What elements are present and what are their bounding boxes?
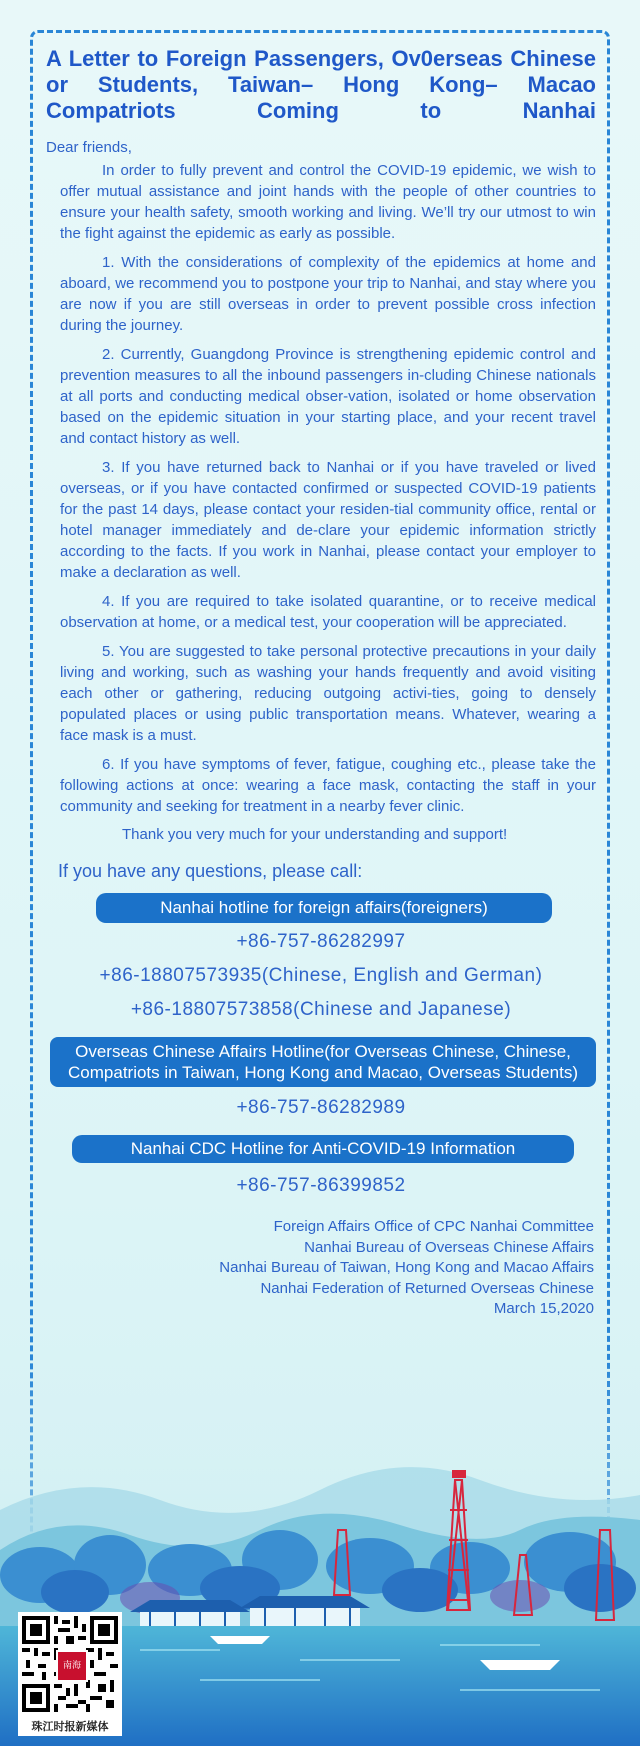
signature-line: Nanhai Bureau of Overseas Chinese Affairs bbox=[304, 1238, 594, 1256]
phone-number[interactable]: +86-18807573858(Chinese and Japanese) bbox=[130, 999, 512, 1020]
point-2-paragraph: 2. Currently, Guangdong Province is strengthening epidemic control and prevention measures to all the inbound passengers in-cluding Chinese nationals at all ports and conducting medical obser-vation, isolated or home observation based on the epidemic situation in your starting place, and your recent travel and contact history as well. bbox=[60, 346, 596, 447]
point-3-paragraph: 3. If you have returned back to Nanhai or if you have traveled or lived overseas, or if you have contacted confirmed or suspected COVID-19 patients for the past 14 days, please contact your residen-tial community office, rental or hotel manager immediately and de-clare your epidemic information strictly according to the facts. If you work in Nanhai, please contact your employer to make a declaration as well. bbox=[60, 459, 596, 581]
point-1-paragraph: 1. With the considerations of complexity of the epidemics at home and aboard, we recommend you to postpone your trip to Nanhai, and stay where you are now if you are still overseas in order to prevent possible cross infection during the journey. bbox=[60, 254, 596, 334]
signature-block bbox=[46, 1217, 596, 1320]
greeting: Dear friends, bbox=[46, 139, 132, 156]
signature-line: Foreign Affairs Office of CPC Nanhai Committee bbox=[273, 1218, 594, 1235]
foreign-hotline-label: Nanhai hotline for foreign affairs(foreigners) bbox=[96, 893, 552, 923]
qr-logo: 南海 bbox=[56, 1650, 88, 1682]
point-6-paragraph: 6. If you have symptoms of fever, fatigue, coughing etc., please take the following actions at once: wearing a face mask, contacting the staff in your community and seeking for treatment in a nearby fever clinic. bbox=[60, 756, 596, 815]
foreign-hotline-numbers bbox=[46, 925, 596, 1027]
letter-title: A Letter to Foreign Passengers, Ov0erseas Chinese or Students, Taiwan– Hong Kong– Macao Compatriots Coming to Nanhai bbox=[46, 46, 596, 123]
phone-number[interactable]: +86-757-86399852 bbox=[236, 1175, 406, 1196]
phone-number[interactable]: +86-18807573935(Chinese, English and German) bbox=[99, 965, 543, 986]
qr-code-panel bbox=[18, 1612, 122, 1736]
signature-line: Nanhai Bureau of Taiwan, Hong Kong and Macao Affairs bbox=[219, 1259, 594, 1276]
phone-number[interactable]: +86-757-86282997 bbox=[236, 931, 406, 952]
point-4-paragraph: 4. If you are required to take isolated quarantine, or to receive medical observation at home, or a medical test, your cooperation will be appreciated. bbox=[60, 593, 596, 631]
phone-number[interactable]: +86-757-86282989 bbox=[236, 1097, 406, 1118]
cdc-hotline-label: Nanhai CDC Hotline for Anti-COVID-19 Information bbox=[72, 1135, 574, 1163]
signature-date: March 15,2020 bbox=[493, 1300, 594, 1317]
point-5-paragraph: 5. You are suggested to take personal protective precautions in your daily living and working, such as washing your hands frequently and avoid visiting each other or gathering, reducing outgoing activi-ties, going to densely populated places or using public transportation means. Whatever, wearing a face mask is a must. bbox=[60, 643, 596, 744]
thanks-line: Thank you very much for your understanding and support! bbox=[122, 826, 508, 843]
signature-line: Nanhai Federation of Returned Overseas Chinese bbox=[260, 1279, 594, 1297]
questions-line: If you have any questions, please call: bbox=[58, 861, 363, 881]
letter bbox=[46, 46, 596, 1320]
overseas-hotline-label: Overseas Chinese Affairs Hotline(for Overseas Chinese, Chinese, Compatriots in Taiwan, Hong Kong and Macao, Overseas Students) bbox=[50, 1037, 596, 1087]
intro-paragraph: In order to fully prevent and control the COVID-19 epidemic, we wish to offer mutual assistance and joint hands with the people of other countries to ensure your health safety, smooth working and living. We’ll try our utmost to win the fight against the epidemic as early as possible. bbox=[60, 162, 596, 242]
qr-caption: 珠江时报新媒体 bbox=[31, 1720, 109, 1733]
